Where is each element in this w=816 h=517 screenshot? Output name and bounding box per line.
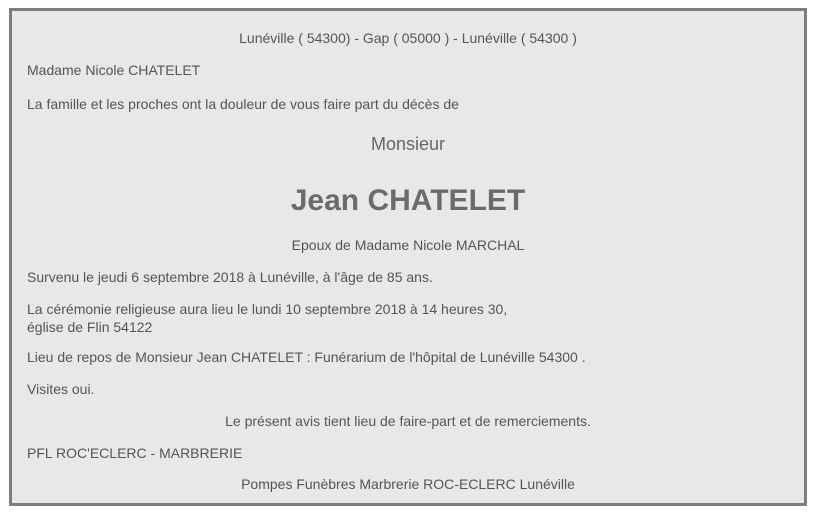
visits-line: Visites oui.	[27, 381, 95, 397]
salutation-heading: Monsieur	[370, 134, 446, 154]
addressee-line: Madame Nicole CHATELET	[27, 62, 201, 78]
rest-place-line: Lieu de repos de Monsieur Jean CHATELET : Funérarium de l'hôpital de Lunéville 54300 .	[27, 349, 586, 365]
funeral-company-line: PFL ROC'ECLERC - MARBRERIE	[27, 445, 243, 461]
deceased-name-heading: Jean CHATELET	[290, 184, 526, 217]
ceremony-line-2: église de Flin 54122	[27, 319, 153, 335]
obituary-notice	[9, 8, 807, 506]
spouse-line: Epoux de Madame Nicole MARCHAL	[291, 237, 525, 253]
ceremony-line-1: La cérémonie religieuse aura lieu le lundi 10 septembre 2018 à 14 heures 30,	[27, 301, 508, 317]
signature-line: Pompes Funèbres Marbrerie ROC-ECLERC Lunéville	[241, 476, 575, 492]
acknowledgement-line: Le présent avis tient lieu de faire-part et de remerciements.	[225, 413, 591, 429]
intro-line: La famille et les proches ont la douleur de vous faire part du décès de	[27, 96, 459, 112]
death-info-line: Survenu le jeudi 6 septembre 2018 à Lunéville, à l'âge de 85 ans.	[27, 269, 433, 285]
locations-line: Lunéville ( 54300) - Gap ( 05000 ) - Lunéville ( 54300 )	[239, 30, 577, 46]
